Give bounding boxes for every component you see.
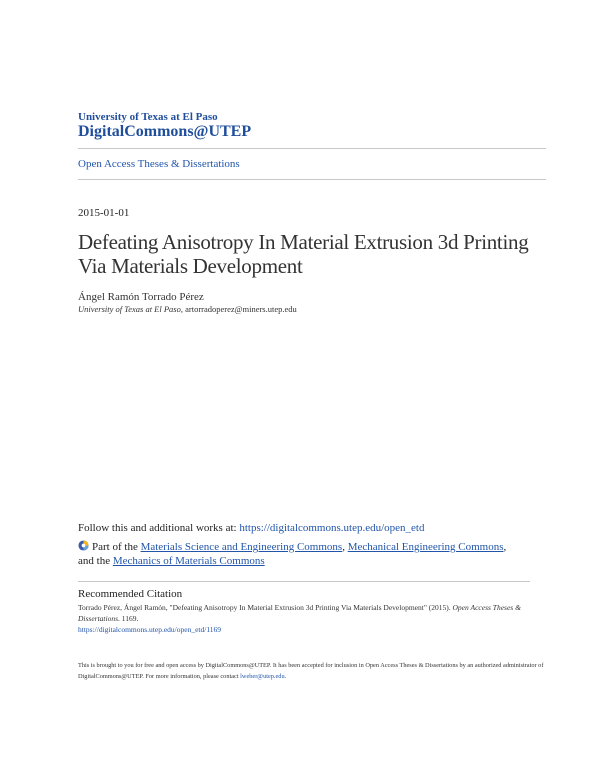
citation-number: . 1169. (118, 614, 139, 623)
separator-1: , (342, 541, 348, 553)
materials-science-commons-link[interactable]: Materials Science and Engineering Commons (140, 541, 343, 553)
divider-bottom (78, 179, 546, 180)
follow-line (78, 522, 424, 534)
notice-end: . (284, 673, 287, 680)
citation-text (78, 602, 548, 635)
publication-date: 2015-01-01 (78, 207, 130, 219)
institution-name: University of Texas at El Paso (78, 111, 218, 123)
and-the-label: and the (78, 555, 113, 567)
author-affiliation (78, 304, 297, 314)
collection-link[interactable]: Open Access Theses & Dissertations (78, 158, 240, 170)
divider-citation (78, 581, 530, 582)
mechanics-of-materials-commons-link[interactable]: Mechanics of Materials Commons (112, 555, 265, 567)
mechanical-engineering-commons-link[interactable]: Mechanical Engineering Commons (347, 541, 504, 553)
divider-top (78, 148, 546, 149)
contact-email-link[interactable]: lweber@utep.edu (240, 673, 285, 680)
citation-heading: Recommended Citation (78, 588, 183, 600)
part-of-label: Part of the (92, 541, 141, 553)
repository-name[interactable]: DigitalCommons@UTEP (78, 123, 252, 140)
follow-label: Follow this and additional works at: (78, 522, 240, 534)
citation-series: Open Access Theses & Dissertations (78, 603, 521, 623)
access-notice (78, 660, 548, 682)
author-name: Ángel Ramón Torrado Pérez (78, 291, 204, 303)
document-title: Defeating Anisotropy In Material Extrusion 3d Printing Via Materials Development (78, 230, 529, 278)
citation-body: Torrado Pérez, Ángel Ramón, "Defeating Anisotropy In Material Extrusion 3d Printing Via Materials Development" (2015). (78, 603, 453, 612)
part-of-line (78, 540, 548, 568)
follow-url-link[interactable]: https://digitalcommons.utep.edu/open_etd (239, 522, 425, 534)
citation-url-link[interactable]: https://digitalcommons.utep.edu/open_etd/1169 (78, 625, 222, 634)
author-email: , artorradoperez@miners.utep.edu (180, 304, 297, 314)
bepress-network-icon (78, 540, 89, 551)
affiliation-name: University of Texas at El Paso (78, 304, 181, 314)
separator-2: , (503, 541, 507, 553)
notice-text: This is brought to you for free and open access by DigitalCommons@UTEP. It has been accepted for inclusion in Open Access Theses & Dissertations by an authorized administrator of DigitalCommons@UTEP. For more information, please contact (78, 662, 544, 680)
